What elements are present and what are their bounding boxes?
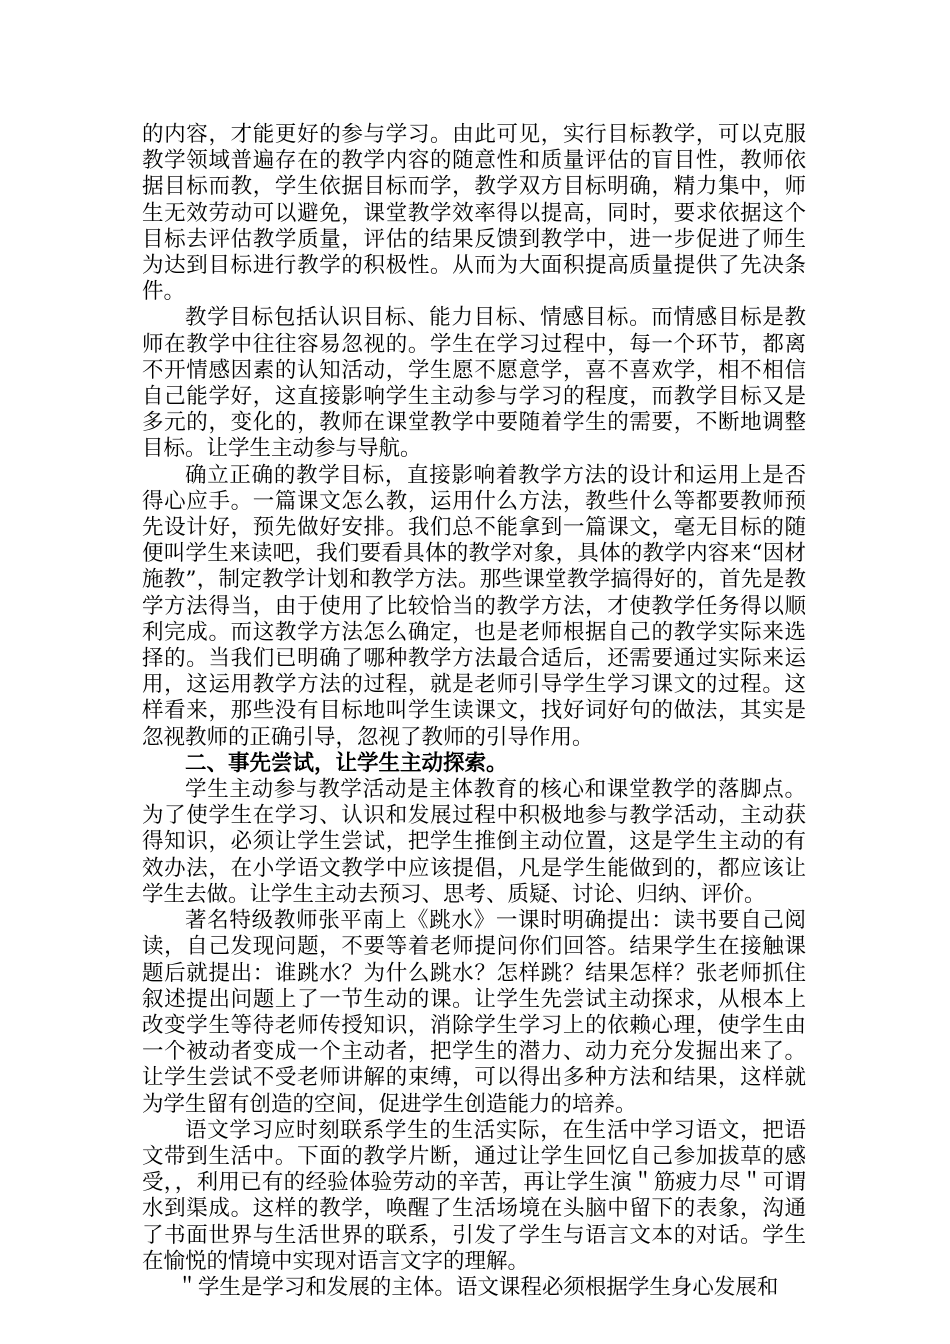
paragraph-teacher-example: 著名特级教师张平南上《跳水》一课时明确提出：读书要自己阅读，自己发现问题，不要等着老师提问你们回答。结果学生在接触课题后就提出：谁跳水？为什么跳水？怎样跳？结果怎样？张老师抓住叙述提出问题上了一节生动的课。让学生先尝试主动探求，从根本上改变学生等待老师传授知识，消除学生学习上的依赖心理，使学生由一个被动者变成一个主动者，把学生的潜力、动力充分发掘出来了。让学生尝试不受老师讲解的束缚，可以得出多种方法和结果，这样就为学生留有创造的空间，促进学生创造能力的培养。 — [142, 908, 806, 1117]
paragraph-teaching-goals: 教学目标包括认识目标、能力目标、情感目标。而情感目标是教师在教学中往往容易忽视的。学生在学习过程中，每一个环节，都离不开情感因素的认知活动，学生愿不愿意学，喜不喜欢学，相不相信自己能学好，这直接影响学生主动参与学习的程度，而教学目标又是多元的，变化的，教师在课堂教学中要随着学生的需要，不断地调整目标。让学生主动参与导航。 — [142, 305, 806, 462]
paragraph-life-connection: 语文学习应时刻联系学生的生活实际，在生活中学习语文，把语文带到生活中。下面的教学片断，通过让学生回忆自己参加拔草的感受，，利用已有的经验体验劳动的辛苦，再让学生演＂筋疲力尽＂可谓水到渠成。这样的教学，唤醒了生活场境在头脑中留下的表象，沟通了书面世界与生活世界的联系，引发了学生与语言文本的对话。学生在愉悦的情境中实现对语言文字的理解。 — [142, 1117, 806, 1274]
paragraph-quote: ＂学生是学习和发展的主体。语文课程必须根据学生身心发展和 — [176, 1274, 779, 1300]
document-page — [142, 122, 806, 1301]
paragraph-continuation: 的内容，才能更好的参与学习。由此可见，实行目标教学，可以克服教学领域普遍存在的教学内容的随意性和质量评估的盲目性，教师依据目标而教，学生依据目标而学，教学双方目标明确，精力集中，师生无效劳动可以避免，课堂教学效率得以提高，同时，要求依据这个目标去评估教学质量，评估的结果反馈到教学中，进一步促进了师生为达到目标进行教学的积极性。从而为大面积提高质量提供了先决条件。 — [142, 122, 806, 305]
paragraph-active-participation: 学生主动参与教学活动是主体教育的核心和课堂教学的落脚点。为了使学生在学习、认识和发展过程中积极地参与教学活动，主动获得知识，必须让学生尝试，把学生推倒主动位置，这是学生主动的有效办法，在小学语文教学中应该提倡，凡是学生能做到的，都应该让学生去做。让学生主动去预习、思考、质疑、讨论、归纳、评价。 — [142, 777, 806, 907]
paragraph-teaching-methods: 确立正确的教学目标，直接影响着教学方法的设计和运用上是否得心应手。一篇课文怎么教，运用什么方法，教些什么等都要教师预先设计好，预先做好安排。我们总不能拿到一篇课文，毫无目标的随便叫学生来读吧，我们要看具体的教学对象，具体的教学内容来“因材施教”，制定教学计划和教学方法。那些课堂教学搞得好的，首先是教学方法得当，由于使用了比较恰当的教学方法，才使教学任务得以顺利完成。而这教学方法怎么确定，也是老师根据自己的教学实际来选择的。当我们已明确了哪种教学方法最合适后，还需要通过实际来运用，这运用教学方法的过程，就是老师引导学生学习课文的过程。这样看来，那些没有目标地叫学生读课文，找好词好句的做法，其实是忽视教师的正确引导，忽视了教师的引导作用。 — [142, 462, 806, 750]
section-heading: 二、事先尝试，让学生主动探索。 — [185, 750, 508, 776]
